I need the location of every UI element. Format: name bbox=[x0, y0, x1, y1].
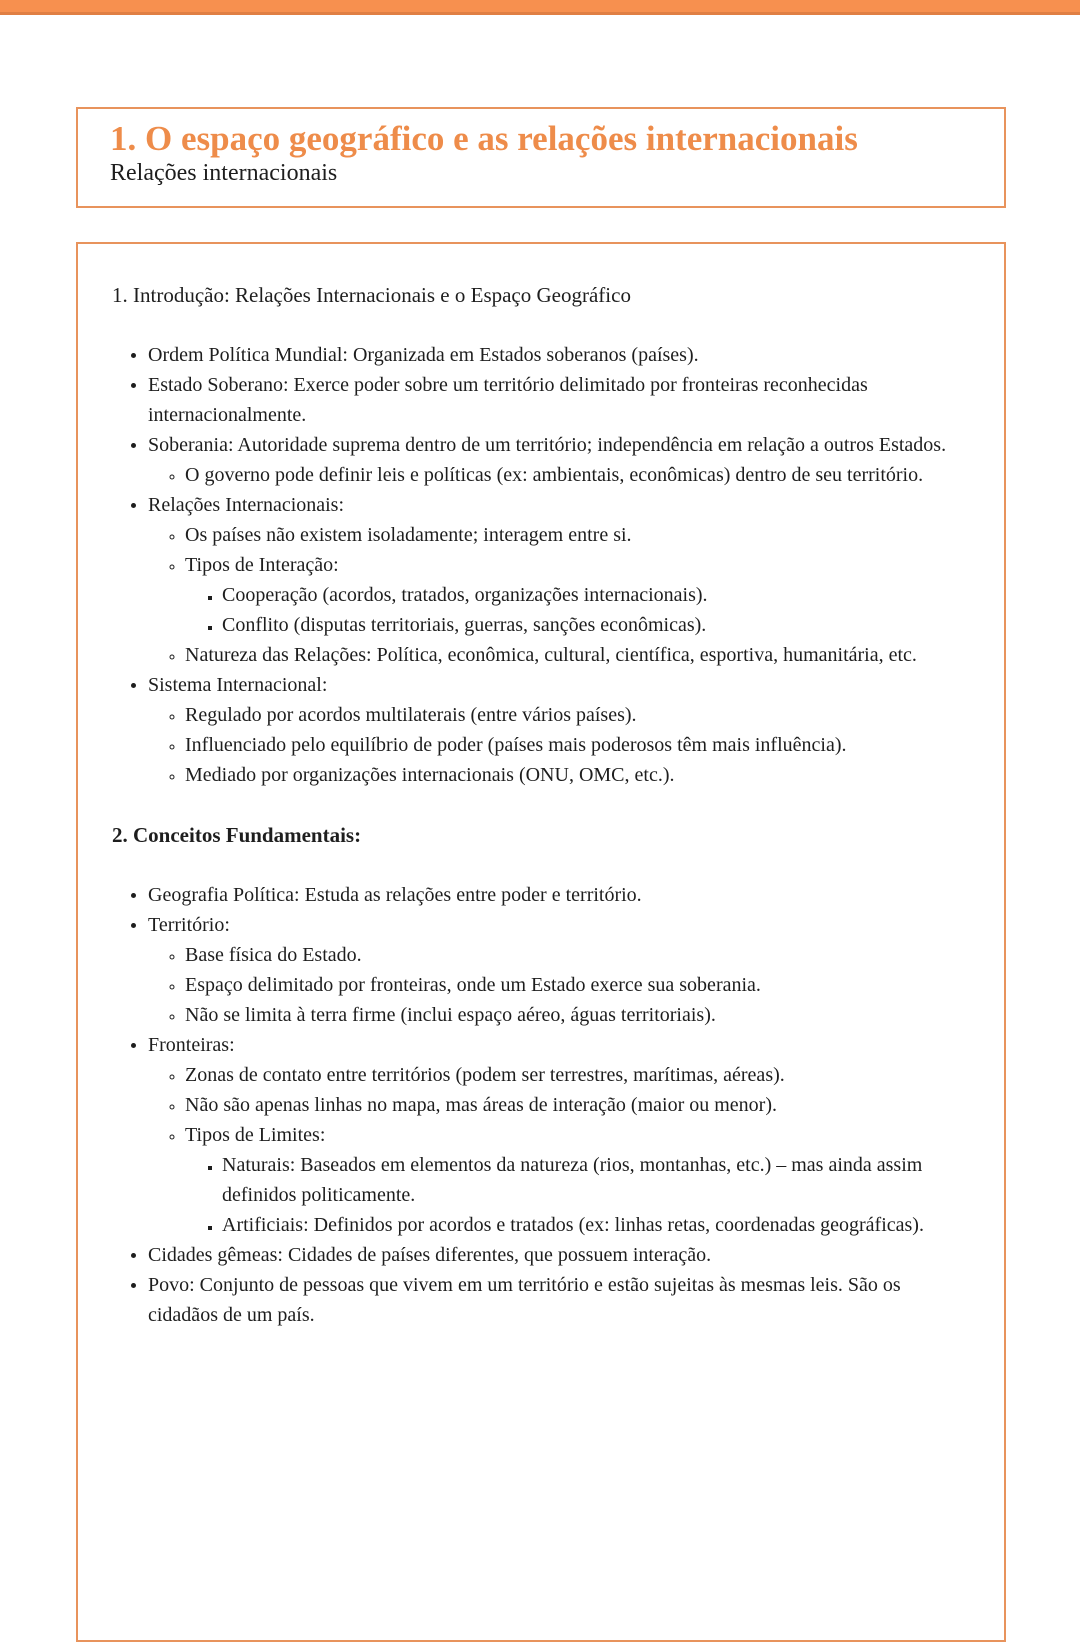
bullet-list-level-1 bbox=[112, 340, 974, 790]
list-item: ◦ Os países não existem isoladamente; interagem entre si. bbox=[185, 520, 974, 550]
bullet-list-level-2 bbox=[148, 940, 974, 1030]
list-item: • Sistema Internacional: ◦ Regulado por acordos multilaterais (entre vários países). ◦ Influenciado pelo equilíbrio de poder (países mais poderosos têm mais influência). ◦ Mediado por organizações internacionais (ONU, OMC, etc.). bbox=[148, 670, 974, 790]
page-subtitle: Relações internacionais bbox=[110, 160, 338, 187]
sections-container bbox=[112, 280, 974, 1330]
list-item: ▪ Naturais: Baseados em elementos da natureza (rios, montanhas, etc.) – mas ainda assim definidos politicamente. bbox=[222, 1150, 974, 1210]
list-item: ◦ Regulado por acordos multilaterais (entre vários países). bbox=[185, 700, 974, 730]
list-item: • Relações Internacionais: ◦ Os países não existem isoladamente; interagem entre si. ◦ Tipos de Interação: ▪ Cooperação (acordos, tratados, organizações internacionais). ▪ Conflito (disputas territoriais, guerras, sanções econômicas). ◦ Natureza das Relações: Política, econômica, cultural, científica, esportiva, humanitária, etc. bbox=[148, 490, 974, 670]
list-item: • Geografia Política: Estuda as relações entre poder e território. bbox=[148, 880, 974, 910]
list-item: ◦ Espaço delimitado por fronteiras, onde um Estado exerce sua soberania. bbox=[185, 970, 974, 1000]
list-item: • Povo: Conjunto de pessoas que vivem em um território e estão sujeitas às mesmas leis. São os cidadãos de um país. bbox=[148, 1270, 974, 1330]
list-item: ◦ Tipos de Interação: ▪ Cooperação (acordos, tratados, organizações internacionais). ▪ Conflito (disputas territoriais, guerras, sanções econômicas). bbox=[185, 550, 974, 640]
header-box bbox=[76, 107, 1006, 208]
list-item: • Soberania: Autoridade suprema dentro de um território; independência em relação a outros Estados. ◦ O governo pode definir leis e políticas (ex: ambientais, econômicas) dentro de seu território. bbox=[148, 430, 974, 490]
list-item: ◦ Zonas de contato entre territórios (podem ser terrestres, marítimas, aéreas). bbox=[185, 1060, 974, 1090]
bullet-list-level-3 bbox=[185, 1150, 974, 1240]
bullet-list-level-2 bbox=[148, 700, 974, 790]
content-box bbox=[76, 242, 1006, 1642]
list-item: • Território: ◦ Base física do Estado. ◦ Espaço delimitado por fronteiras, onde um Estado exerce sua soberania. ◦ Não se limita à terra firme (inclui espaço aéreo, águas territoriais). bbox=[148, 910, 974, 1030]
list-item: ◦ Não se limita à terra firme (inclui espaço aéreo, águas territoriais). bbox=[185, 1000, 974, 1030]
bullet-list-level-3 bbox=[185, 580, 974, 640]
list-item: ▪ Artificiais: Definidos por acordos e tratados (ex: linhas retas, coordenadas geográficas). bbox=[222, 1210, 974, 1240]
list-item: ◦ Não são apenas linhas no mapa, mas áreas de interação (maior ou menor). bbox=[185, 1090, 974, 1120]
list-item: • Estado Soberano: Exerce poder sobre um território delimitado por fronteiras reconhecidas internacionalmente. bbox=[148, 370, 974, 430]
list-item: ◦ Mediado por organizações internacionais (ONU, OMC, etc.). bbox=[185, 760, 974, 790]
list-item: ◦ Base física do Estado. bbox=[185, 940, 974, 970]
section-heading: 1. Introdução: Relações Internacionais e o Espaço Geográfico bbox=[112, 283, 631, 307]
list-item: • Cidades gêmeas: Cidades de países diferentes, que possuem interação. bbox=[148, 1240, 974, 1270]
list-item: ◦ Natureza das Relações: Política, econômica, cultural, científica, esportiva, humanitária, etc. bbox=[185, 640, 974, 670]
bullet-list-level-2 bbox=[148, 460, 974, 490]
top-accent-bar bbox=[0, 0, 1080, 15]
list-item: ◦ Tipos de Limites: ▪ Naturais: Baseados em elementos da natureza (rios, montanhas, etc.) – mas ainda assim definidos politicamente. ▪ Artificiais: Definidos por acordos e tratados (ex: linhas retas, coordenadas geográficas). bbox=[185, 1120, 974, 1240]
section-heading: 2. Conceitos Fundamentais: bbox=[112, 823, 362, 847]
list-item: ▪ Cooperação (acordos, tratados, organizações internacionais). bbox=[222, 580, 974, 610]
list-item: ◦ Influenciado pelo equilíbrio de poder (países mais poderosos têm mais influência). bbox=[185, 730, 974, 760]
list-item: ◦ O governo pode definir leis e políticas (ex: ambientais, econômicas) dentro de seu território. bbox=[185, 460, 974, 490]
list-item: • Fronteiras: ◦ Zonas de contato entre territórios (podem ser terrestres, marítimas, aéreas). ◦ Não são apenas linhas no mapa, mas áreas de interação (maior ou menor). ◦ Tipos de Limites: ▪ Naturais: Baseados em elementos da natureza (rios, montanhas, etc.) – mas ainda assim definidos politicamente. ▪ Artificiais: Definidos por acordos e tratados (ex: linhas retas, coordenadas geográficas). bbox=[148, 1030, 974, 1240]
bullet-list-level-2 bbox=[148, 1060, 974, 1240]
list-item: • Ordem Política Mundial: Organizada em Estados soberanos (países). bbox=[148, 340, 974, 370]
bullet-list-level-2 bbox=[148, 520, 974, 670]
page-title: 1. O espaço geográfico e as relações internacionais bbox=[110, 119, 858, 158]
list-item: ▪ Conflito (disputas territoriais, guerras, sanções econômicas). bbox=[222, 610, 974, 640]
bullet-list-level-1 bbox=[112, 880, 974, 1330]
